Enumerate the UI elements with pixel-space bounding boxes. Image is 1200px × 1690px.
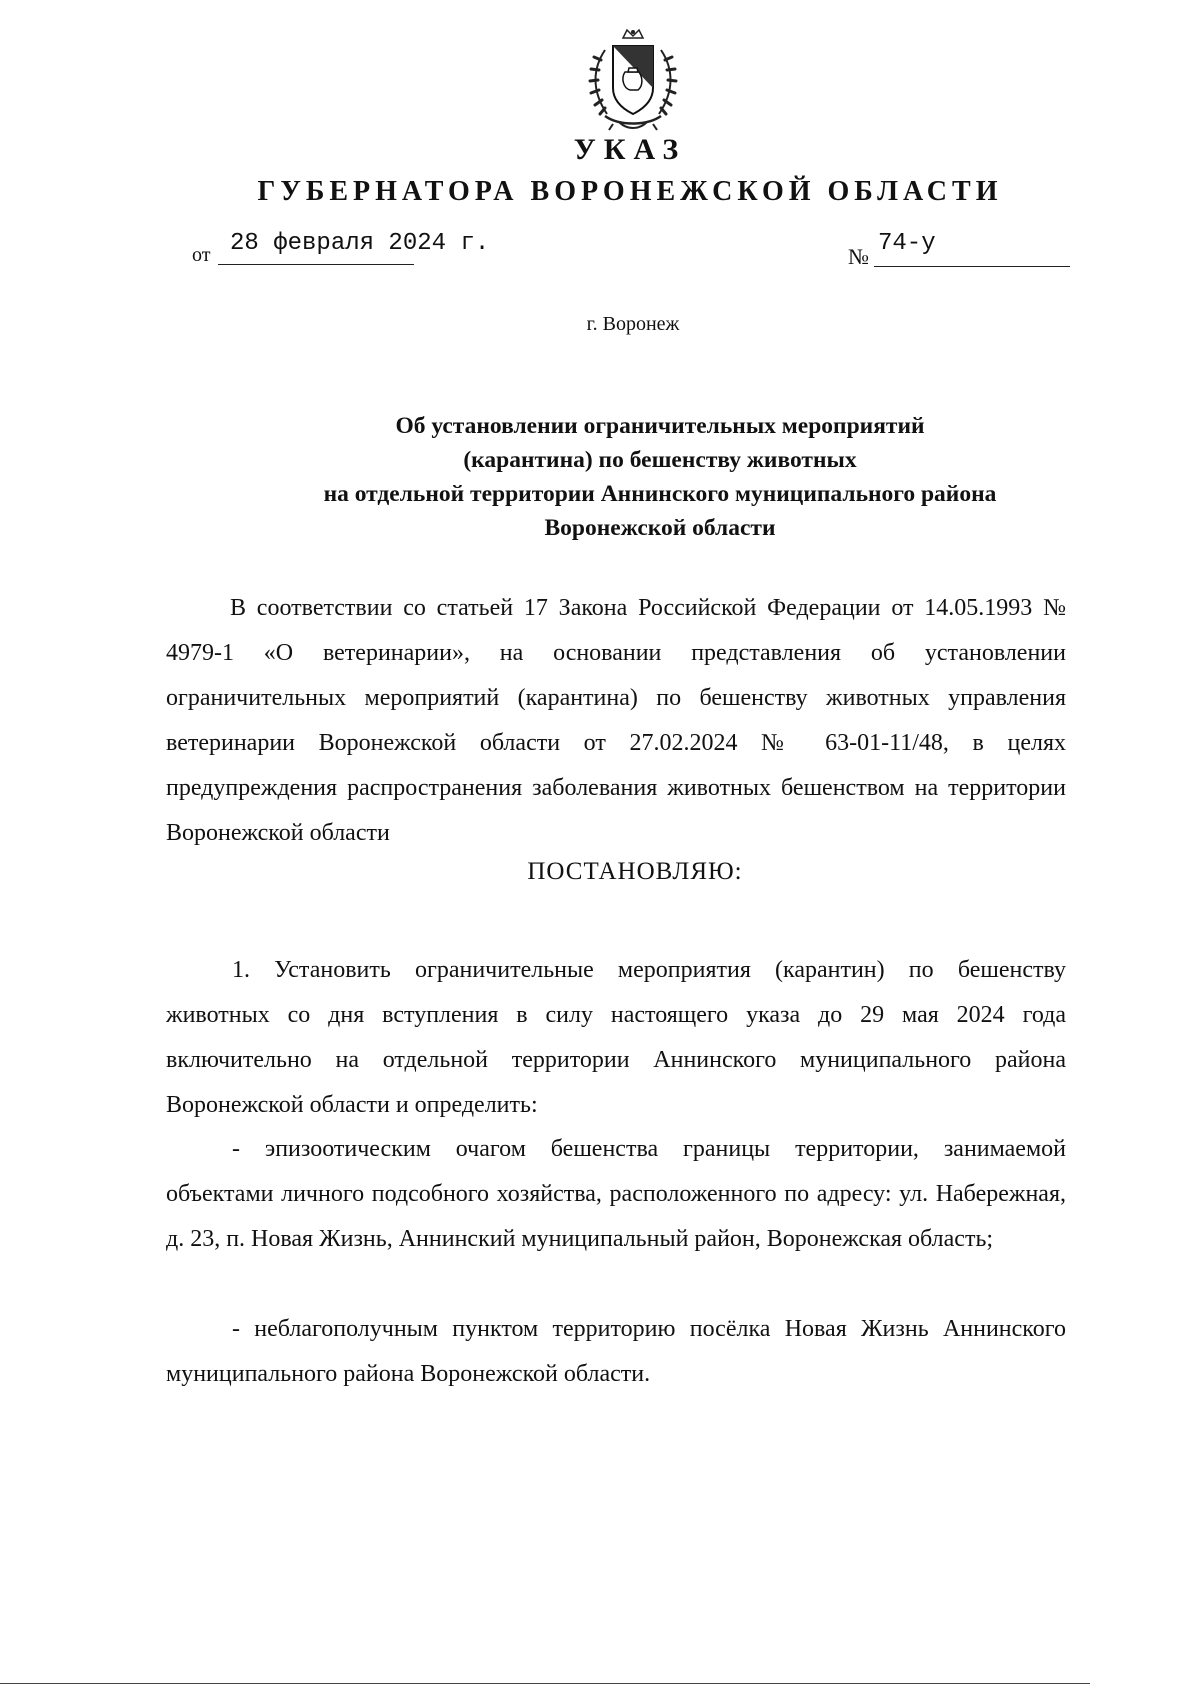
- preamble-paragraph: В соответствии со статьей 17 Закона Российской Федерации от 14.05.1993 № 4979-1 «О ветеринарии», на основании представления об установлении ограничительных мероприятий (карантина) по бешенству животных управления ветеринарии Воронежской области от 27.02.2024 № 63-01-11/48, в целях предупреждения распространения заболевания животных бешенством на территории Воронежской области: [166, 595, 1066, 846]
- date-prefix: от: [192, 244, 211, 266]
- item-1-subitem-2: - неблагополучным пунктом территорию посёлка Новая Жизнь Аннинского муниципального района Воронежской области.: [166, 1316, 1066, 1387]
- date-underline: [218, 264, 414, 265]
- date-value: 28 февраля 2024 г.: [230, 230, 490, 257]
- item-1-subitem-1: - эпизоотическим очагом бешенства границы территории, занимаемой объектами личного подсобного хозяйства, расположенного по адресу: ул. Набережная, д. 23, п. Новая Жизнь, Аннинский муниципальный район, Воронежская область;: [166, 1136, 1066, 1252]
- number-underline: [874, 266, 1070, 267]
- heading-line: (карантина) по бешенству животных: [463, 447, 857, 473]
- city-label: г. Воронеж: [586, 313, 680, 335]
- coat-of-arms-icon: [583, 28, 683, 134]
- decree-heading: [120, 409, 1200, 545]
- number-prefix: №: [848, 244, 869, 269]
- heading-line: Воронежской области: [544, 515, 776, 541]
- issuer-title: ГУБЕРНАТОРА ВОРОНЕЖСКОЙ ОБЛАСТИ: [257, 176, 1003, 207]
- item-1-paragraph: 1. Установить ограничительные мероприятия (карантин) по бешенству животных со дня вступления в силу настоящего указа до 29 мая 2024 года включительно на отдельной территории Аннинского муниципального района Воронежской области и определить:: [166, 957, 1066, 1118]
- number-value: 74-у: [878, 230, 936, 257]
- page-bottom-rule: [0, 1683, 1090, 1684]
- decree-word: ПОСТАНОВЛЯЮ:: [527, 858, 743, 885]
- heading-line: Об установлении ограничительных мероприятий: [395, 413, 925, 439]
- document-type-title: УКАЗ: [573, 133, 687, 166]
- heading-line: на отдельной территории Аннинского муниципального района: [323, 481, 997, 507]
